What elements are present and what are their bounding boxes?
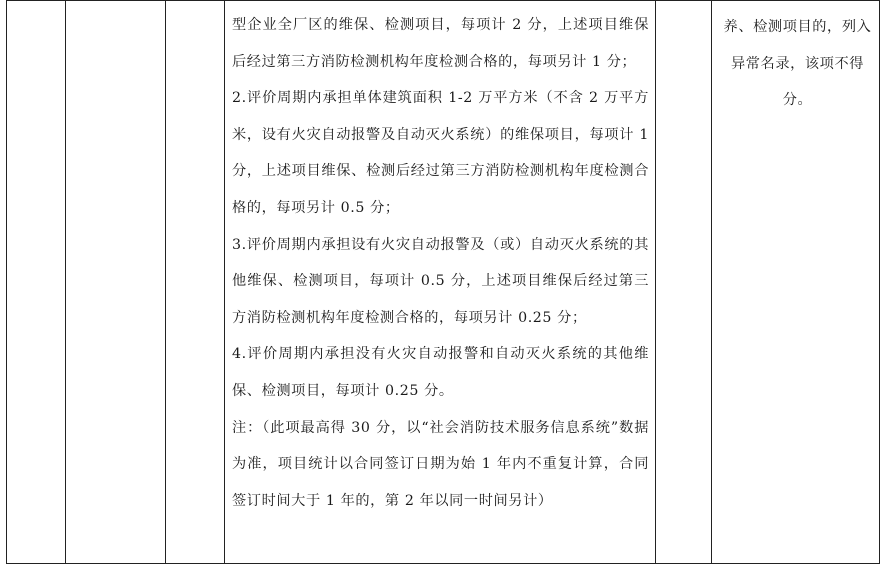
criteria-paragraph-3: 3.评价周期内承担设有火灾自动报警及（或）自动灭火系统的其他维保、检测项目，每项计 0.5 分，上述项目维保后经过第三方消防检测机构年度检测合格的，每项另计 0.25 分； bbox=[232, 236, 649, 326]
table-cell-remarks bbox=[712, 1, 880, 564]
table-cell-score bbox=[656, 1, 712, 564]
table-cell-criteria bbox=[225, 1, 656, 564]
criteria-note: 注：（此项最高得 30 分，以“社会消防技术服务信息系统”数据为准，项目统计以合同签订日期为始 1 年内不重复计算，合同签订时间大于 1 年的，第 2 年以同一时间另计） bbox=[232, 419, 649, 509]
criteria-paragraph-4: 4.评价周期内承担没有火灾自动报警和自动灭火系统的其他维保、检测项目，每项计 0.25 分。 bbox=[232, 346, 649, 399]
scoring-table bbox=[6, 0, 880, 564]
criteria-paragraph-1: 型企业全厂区的维保、检测项目，每项计 2 分，上述项目维保后经过第三方消防检测机构年度检测合格的，每项另计 1 分； bbox=[232, 17, 649, 70]
table-cell-weight bbox=[166, 1, 225, 564]
criteria-text bbox=[232, 7, 649, 519]
table-cell-index bbox=[7, 1, 66, 564]
table-row bbox=[7, 1, 880, 564]
table-cell-category bbox=[66, 1, 166, 564]
remarks-text: 养、检测项目的，列入异常名录，该项不得分。 bbox=[723, 19, 872, 109]
criteria-paragraph-2: 2.评价周期内承担单体建筑面积 1-2 万平方米（不含 2 万平方米，设有火灾自动报警及自动灭火系统）的维保项目，每项计 1 分，上述项目维保、检测后经过第三方消防检测机构年度检测合格的，每项另计 0.5 分； bbox=[232, 90, 649, 216]
